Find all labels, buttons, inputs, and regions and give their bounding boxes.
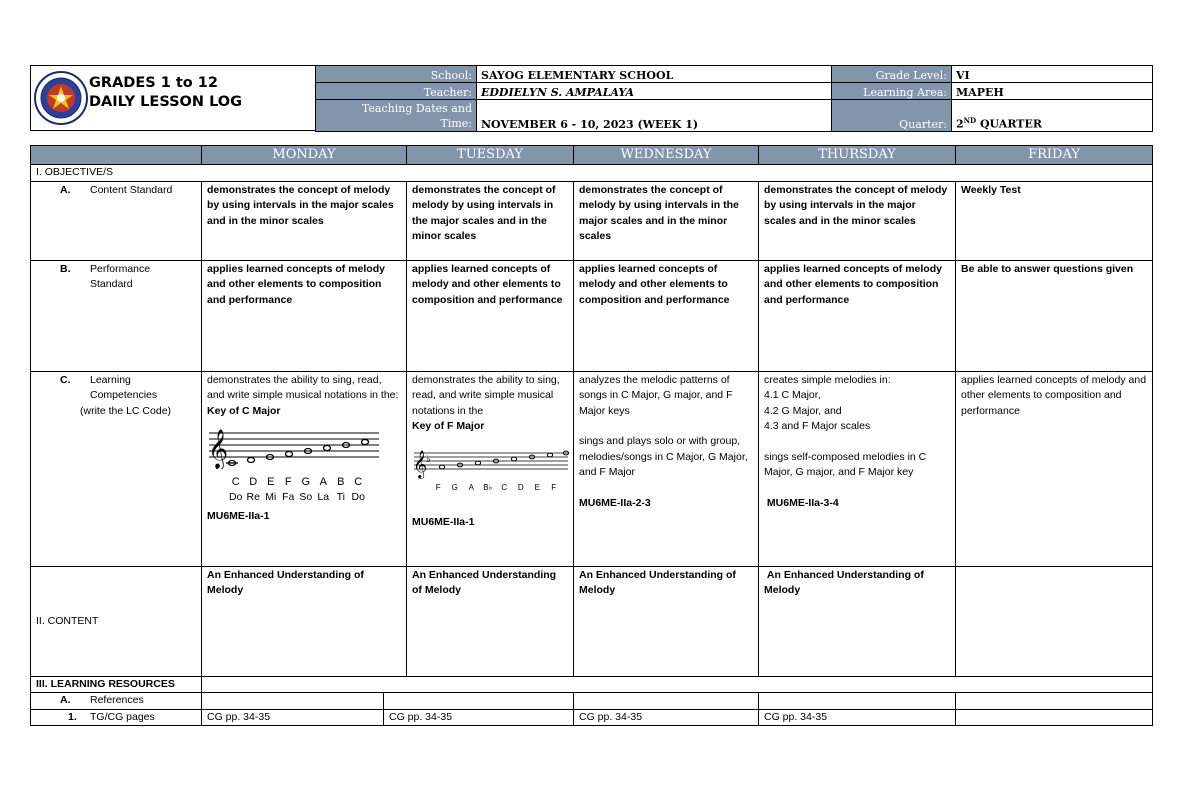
lc-monday-key: Key of C Major <box>207 404 281 417</box>
c-major-letter-names <box>207 475 367 490</box>
content-standard-row <box>31 181 1153 260</box>
references-letter: A. <box>60 694 71 706</box>
references-label: References <box>90 694 144 706</box>
lc-thursday-line-2: 4.1 C Major, <box>764 389 821 401</box>
performance-standard-tuesday: applies learned concepts of melody and other elements to composition and performance <box>407 260 574 371</box>
c-major-letter: B <box>337 476 345 488</box>
tg-cg-monday: CG pp. 34-35 <box>202 709 384 726</box>
day-header-wednesday: WEDNESDAY <box>574 146 759 165</box>
learning-competencies-label-3: (write the LC Code) <box>80 404 172 417</box>
learning-competencies-label-cell <box>31 371 202 566</box>
learning-competencies-row <box>31 371 1153 566</box>
tg-cg-label: TG/CG pages <box>90 710 155 723</box>
learning-resources-row <box>31 676 1153 693</box>
content-standard-friday: Weekly Test <box>956 181 1153 260</box>
lc-monday-text: demonstrates the ability to sing, read, and write simple musical notations in the: <box>207 373 399 401</box>
performance-standard-row <box>31 260 1153 371</box>
performance-standard-label-1: Performance <box>90 262 151 275</box>
deped-seal-logo <box>33 68 89 128</box>
day-header-monday: MONDAY <box>202 146 407 165</box>
grade-level-label: Grade Level: <box>832 66 952 83</box>
learning-competencies-letter: C. <box>60 373 71 386</box>
f-major-letter: A <box>468 482 474 492</box>
lc-tuesday-code: MU6ME-IIa-1 <box>412 515 475 528</box>
f-major-letter-names <box>412 483 562 493</box>
day-header-tuesday: TUESDAY <box>407 146 574 165</box>
teaching-dates-value: NOVEMBER 6 - 10, 2023 (WEEK 1) <box>477 100 832 132</box>
performance-standard-letter: B. <box>60 262 71 275</box>
solfa-syllable: Re <box>246 491 260 503</box>
content-standard-monday: demonstrates the concept of melody by using intervals in the major scales and in the minor scales <box>202 181 407 260</box>
teaching-dates-label-1: Teaching Dates and <box>361 102 472 115</box>
c-major-letter: C <box>354 476 363 488</box>
quarter-number: 2 <box>956 118 964 131</box>
school-value: SAYOG ELEMENTARY SCHOOL <box>477 66 832 83</box>
day-header-friday: FRIDAY <box>956 146 1153 165</box>
references-label-cell <box>31 693 202 710</box>
lc-thursday-code: MU6ME-IIa-3-4 <box>764 496 839 509</box>
lc-thursday-text-2: sings self-composed melodies in C Major, G major, and F Major key <box>764 450 927 478</box>
tg-cg-number: 1. <box>68 710 77 723</box>
f-major-letter: F <box>551 482 557 492</box>
learning-competencies-label <box>68 373 157 404</box>
f-major-letter: B♭ <box>483 482 493 492</box>
learning-resources-label: III. LEARNING RESOURCES <box>31 676 202 693</box>
f-major-staff-image <box>412 449 570 483</box>
lc-wednesday-text-2: sings and plays solo or with group, melodies/songs in C Major, G Major, and F Major <box>579 435 748 478</box>
performance-standard-label-2: Standard <box>90 278 133 290</box>
lesson-log-table <box>30 145 1153 726</box>
learning-area-value: MAPEH <box>952 83 1153 100</box>
learning-resources-blank <box>202 676 1153 693</box>
quarter-value <box>952 100 1153 132</box>
day-header-thursday: THURSDAY <box>759 146 956 165</box>
solfa-syllable: Mi <box>265 491 277 503</box>
quarter-word: QUARTER <box>976 118 1042 131</box>
header-info-table <box>315 65 1153 132</box>
f-major-letter: C <box>501 482 508 492</box>
objectives-row <box>31 165 1153 182</box>
flat-sign-icon: ♭ <box>426 453 431 465</box>
performance-standard-friday: Be able to answer questions given <box>956 260 1153 371</box>
c-major-staff-image <box>207 427 382 469</box>
teaching-dates-label <box>316 100 477 132</box>
lc-thursday-line-1: creates simple melodies in: <box>764 373 891 386</box>
c-major-solfa <box>207 490 367 505</box>
c-major-letter: G <box>301 476 311 488</box>
content-wednesday: An Enhanced Understanding of Melody <box>574 566 759 676</box>
solfa-syllable: La <box>317 491 330 503</box>
teacher-label: Teacher: <box>316 83 477 100</box>
solfa-syllable: So <box>299 491 313 503</box>
lc-tuesday-text: demonstrates the ability to sing, read, and write simple musical notations in the <box>412 373 560 417</box>
references-tuesday <box>384 693 574 710</box>
content-monday: An Enhanced Understanding of Melody <box>202 566 407 676</box>
content-row <box>31 566 1153 676</box>
objectives-label: I. OBJECTIVE/S <box>31 165 1153 182</box>
quarter-suffix: ND <box>963 116 977 126</box>
c-major-letter: C <box>231 476 240 488</box>
performance-standard-thursday: applies learned concepts of melody and other elements to composition and performance <box>759 260 956 371</box>
learning-competencies-label-1: Learning <box>90 373 131 386</box>
content-thursday: An Enhanced Understanding of Melody <box>759 566 956 676</box>
f-major-letter: G <box>451 482 458 492</box>
tg-cg-pages-row <box>31 709 1153 726</box>
performance-standard-wednesday: applies learned concepts of melody and other elements to composition and performance <box>574 260 759 371</box>
lc-tuesday-key: Key of F Major <box>412 420 485 432</box>
f-major-letter: D <box>517 482 524 492</box>
day-header-blank <box>31 146 202 165</box>
school-label: School: <box>316 66 477 83</box>
performance-standard-monday: applies learned concepts of melody and other elements to composition and performance <box>202 260 407 371</box>
references-monday <box>202 693 384 710</box>
learning-competencies-monday <box>202 371 407 566</box>
content-tuesday: An Enhanced Understanding of Melody <box>407 566 574 676</box>
solfa-syllable: Ti <box>336 491 345 503</box>
tg-cg-label-cell <box>31 709 202 726</box>
content-standard-wednesday: demonstrates the concept of melody by using intervals in the major scales and in the minor scales <box>574 181 759 260</box>
f-major-letter: E <box>534 482 540 492</box>
references-thursday <box>759 693 956 710</box>
quarter-label: Quarter: <box>832 100 952 132</box>
c-major-letter: D <box>249 476 258 488</box>
treble-clef-icon: 𝄞 <box>413 449 428 478</box>
title-line-2: DAILY LESSON LOG <box>89 94 243 110</box>
solfa-syllable: Do <box>351 491 365 503</box>
lc-wednesday-code: MU6ME-IIa-2-3 <box>579 496 651 509</box>
content-standard-tuesday: demonstrates the concept of melody by using intervals in the major scales and in the minor scales <box>407 181 574 260</box>
performance-standard-label <box>68 262 150 293</box>
title-line-1: GRADES 1 to 12 <box>89 75 218 91</box>
lc-monday-code: MU6ME-IIa-1 <box>207 510 270 522</box>
learning-competencies-wednesday <box>574 371 759 566</box>
learning-competencies-friday: applies learned concepts of melody and other elements to composition and performance <box>956 371 1153 566</box>
content-standard-label-cell <box>31 181 202 260</box>
lc-thursday-line-4: 4.3 and F Major scales <box>764 420 871 432</box>
tg-cg-wednesday: CG pp. 34-35 <box>574 709 759 726</box>
f-major-letter: F <box>435 482 441 492</box>
performance-standard-label-cell <box>31 260 202 371</box>
solfa-syllable: Fa <box>282 491 295 503</box>
c-major-letter: A <box>319 476 327 488</box>
c-major-letter: E <box>267 476 275 488</box>
header-title <box>89 74 242 112</box>
content-standard-label: Content Standard <box>90 183 173 196</box>
lc-wednesday-text-1: analyzes the melodic patterns of songs in C Major, G major, and F Major keys <box>579 373 733 417</box>
solfa-syllable: Do <box>229 491 243 503</box>
teacher-value: EDDIELYN S. AMPALAYA <box>477 83 832 100</box>
learning-competencies-label-2: Competencies <box>90 389 158 401</box>
lc-thursday-line-3: 4.2 G Major, and <box>764 404 842 417</box>
teaching-dates-label-2: Time: <box>440 117 472 130</box>
treble-clef-icon: 𝄞 <box>208 429 229 469</box>
tg-cg-tuesday: CG pp. 34-35 <box>384 709 574 726</box>
content-label: II. CONTENT <box>31 566 202 676</box>
header-title-block <box>30 65 316 131</box>
learning-area-label: Learning Area: <box>832 83 952 100</box>
grade-level-value: VI <box>952 66 1153 83</box>
tg-cg-thursday: CG pp. 34-35 <box>759 709 956 726</box>
learning-competencies-tuesday <box>407 371 574 566</box>
references-wednesday <box>574 693 759 710</box>
tg-cg-friday <box>956 709 1153 726</box>
references-friday <box>956 693 1153 710</box>
day-header-row <box>31 146 1153 165</box>
c-major-letter: F <box>284 476 292 488</box>
content-standard-thursday: demonstrates the concept of melody by using intervals in the major scales and in the minor scales <box>759 181 956 260</box>
learning-competencies-thursday <box>759 371 956 566</box>
content-standard-letter: A. <box>60 183 71 196</box>
content-friday <box>956 566 1153 676</box>
references-row <box>31 693 1153 710</box>
